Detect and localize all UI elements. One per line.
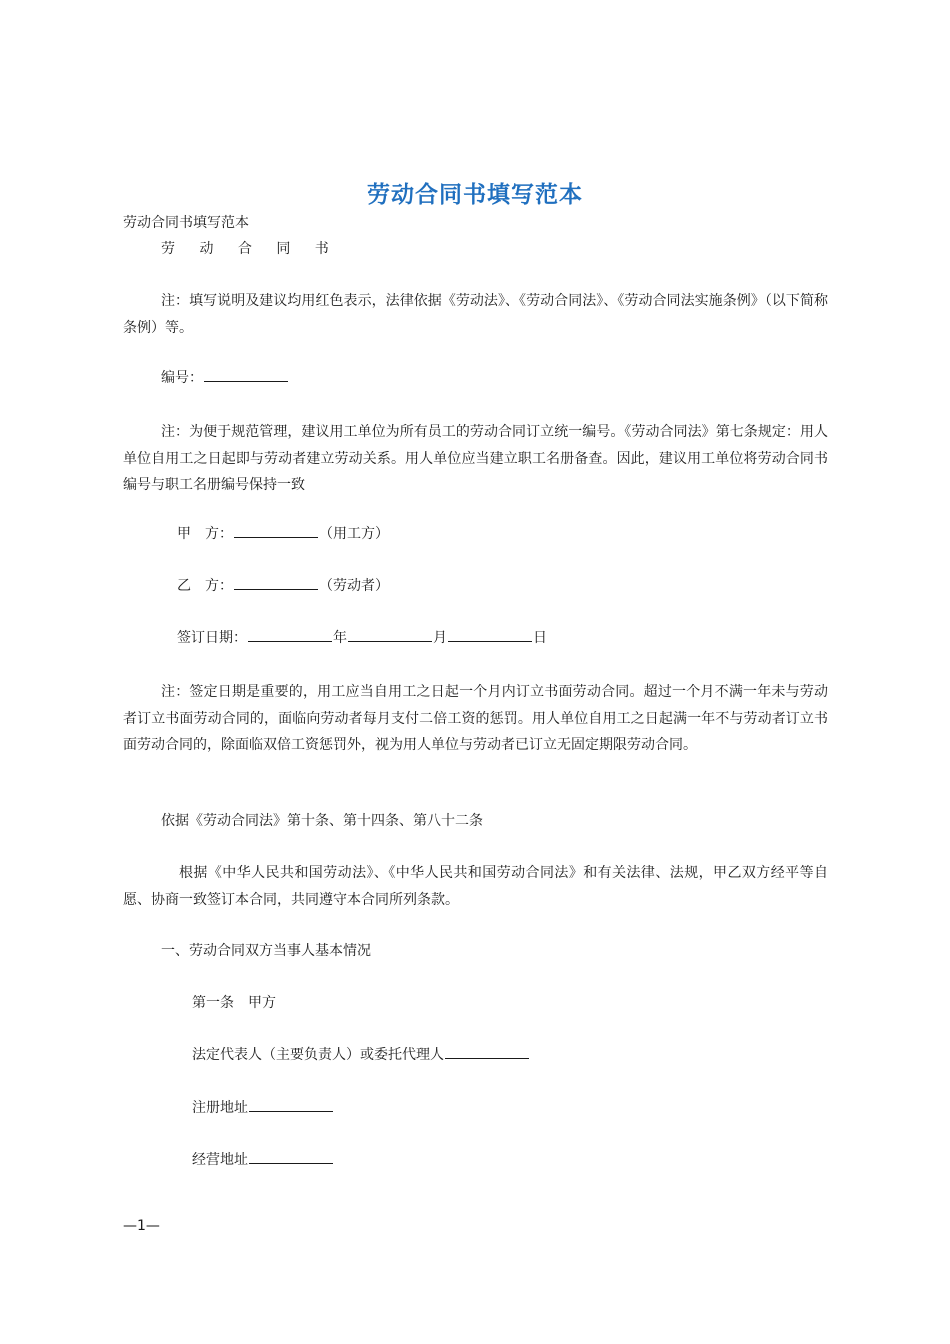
legal-basis: 依据《劳动合同法》第十条、第十四条、第八十二条 [161,813,483,829]
serial-number-line [161,366,289,390]
sign-date-label: 签订日期： [177,630,247,646]
contract-heading: 劳 动 合 同 书 [161,241,339,257]
subtitle: 劳动合同书填写范本 [123,215,249,231]
party-a-label: 甲 方： [177,526,233,542]
biz-address-blank [249,1148,333,1164]
reg-address-line [192,1096,334,1120]
party-b-blank [234,574,318,590]
reg-address-label: 注册地址 [192,1100,248,1116]
party-b-suffix: （劳动者） [319,578,389,594]
legal-rep-blank [445,1043,529,1059]
sign-year-blank [248,626,332,642]
note-fill-instructions: 注：填写说明及建议均用红色表示，法律依据《劳动法》、《劳动合同法》、《劳动合同法实施条例》（以下简称条例）等。 [123,293,828,336]
party-a-suffix: （用工方） [319,526,389,542]
biz-address-label: 经营地址 [192,1152,248,1168]
legal-rep-label: 法定代表人（主要负责人）或委托代理人 [192,1047,444,1063]
party-b-label: 乙 方： [177,578,233,594]
biz-address-line [192,1148,334,1172]
sign-month-blank [348,626,432,642]
document-title: 劳动合同书填写范本 [367,182,583,208]
party-b-line [177,574,389,598]
sign-day-blank [448,626,532,642]
article-1-heading: 第一条 甲方 [192,995,276,1011]
sign-month-label: 月 [433,630,447,646]
reg-address-blank [249,1096,333,1112]
party-a-line [177,522,389,546]
serial-number-blank [204,366,288,382]
serial-number-label: 编号： [161,370,203,386]
section-1-heading: 一、劳动合同双方当事人基本情况 [161,943,371,959]
sign-year-label: 年 [333,630,347,646]
note-serial-number: 注：为便于规范管理，建议用工单位为所有员工的劳动合同订立统一编号。《劳动合同法》第七条规定：用人单位自用工之日起即与劳动者建立劳动关系。用人单位应当建立职工名册备查。因此，建议用工单位将劳动合同书编号与职工名册编号保持一致 [123,424,828,493]
contract-preamble: 根据《中华人民共和国劳动法》、《中华人民共和国劳动合同法》和有关法律、法规，甲乙双方经平等自愿、协商一致签订本合同，共同遵守本合同所列条款。 [123,865,828,908]
sign-date-line [177,626,547,650]
sign-day-label: 日 [533,630,547,646]
party-a-blank [234,522,318,538]
note-sign-date: 注：签定日期是重要的，用工应当自用工之日起一个月内订立书面劳动合同。超过一个月不满一年未与劳动者订立书面劳动合同的，面临向劳动者每月支付二倍工资的惩罚。用人单位自用工之日起满一年不与劳动者订立书面劳动合同的，除面临双倍工资惩罚外，视为用人单位与劳动者已订立无固定期限劳动合同。 [123,684,828,753]
legal-rep-line [192,1043,530,1067]
page-number: —1— [123,1218,160,1234]
